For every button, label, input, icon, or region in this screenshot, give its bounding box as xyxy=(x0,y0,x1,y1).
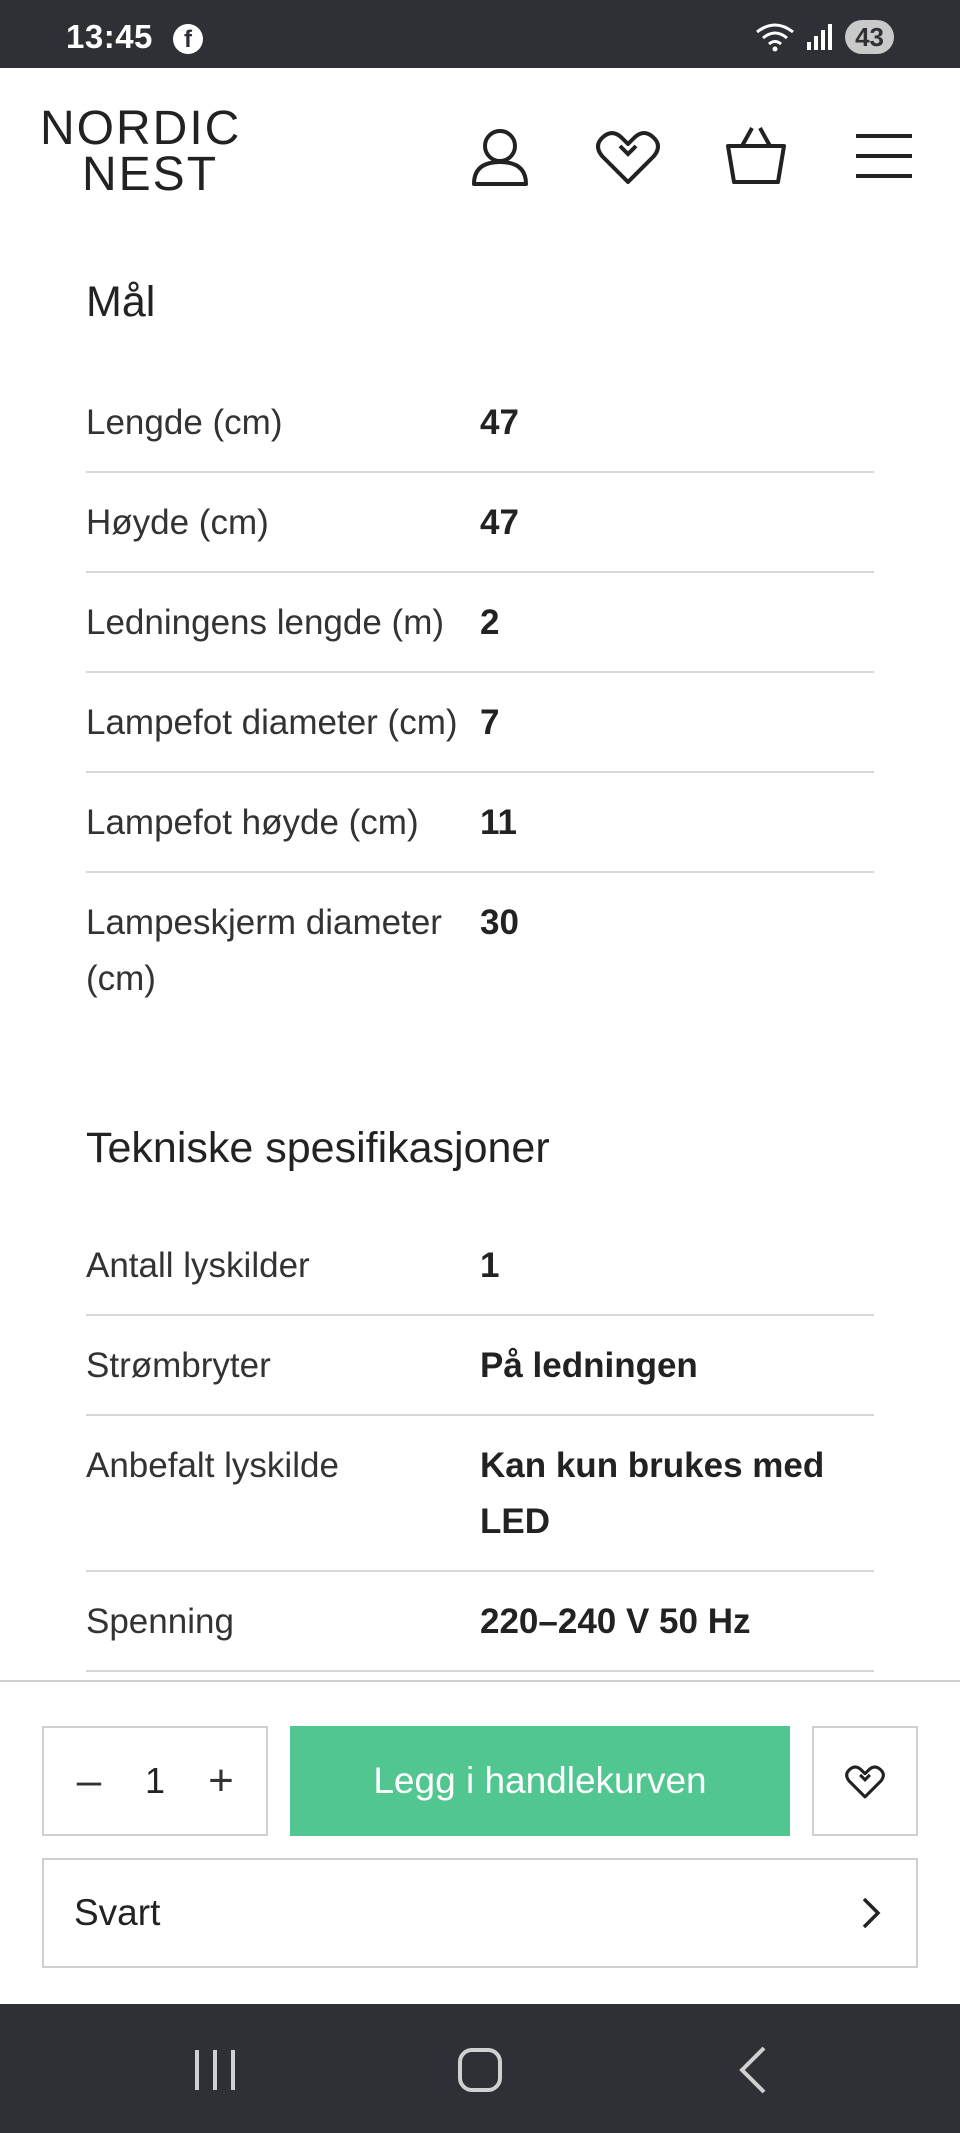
signal-icon xyxy=(805,22,835,52)
dimensions-title: Mål xyxy=(86,278,156,326)
status-icons xyxy=(755,20,894,54)
cart-icon[interactable] xyxy=(720,120,792,192)
spec-value: 220–240 V 50 Hz xyxy=(480,1602,751,1641)
quantity-stepper xyxy=(42,1726,268,1836)
increase-quantity-button[interactable]: + xyxy=(208,1756,234,1805)
spec-label: Strømbryter xyxy=(86,1346,271,1385)
spec-label: Ledningens lengde (m) xyxy=(86,603,445,642)
spec-value: 7 xyxy=(480,703,500,742)
recent-apps-icon[interactable] xyxy=(183,2038,247,2102)
account-icon[interactable] xyxy=(464,120,536,192)
variant-selector[interactable] xyxy=(42,1858,918,1968)
quantity-value[interactable]: 1 xyxy=(144,1760,166,1801)
spec-value: 11 xyxy=(480,803,517,842)
back-icon[interactable] xyxy=(722,2038,786,2102)
table-row xyxy=(86,673,874,773)
table-row xyxy=(86,1416,874,1572)
wifi-icon xyxy=(755,22,795,52)
battery-indicator: 43 xyxy=(845,20,894,54)
chevron-right-icon xyxy=(856,1893,886,1933)
spec-value: Kan kun brukes med LED xyxy=(480,1446,825,1541)
status-bar xyxy=(0,0,960,68)
spec-label: Høyde (cm) xyxy=(86,503,269,542)
decrease-quantity-button[interactable]: – xyxy=(76,1756,102,1805)
wishlist-icon[interactable] xyxy=(592,120,664,192)
spec-label: Lampefot diameter (cm) xyxy=(86,703,458,742)
menu-icon[interactable] xyxy=(848,120,920,192)
table-row xyxy=(86,773,874,873)
variant-label: Svart xyxy=(74,1892,161,1933)
nordic-nest-logo[interactable] xyxy=(40,102,242,201)
spec-label: Lampefot høyde (cm) xyxy=(86,803,419,842)
table-row xyxy=(86,373,874,473)
system-nav-bar xyxy=(0,2004,960,2133)
spec-value: 47 xyxy=(480,503,519,542)
spec-label: Anbefalt lyskilde xyxy=(86,1446,339,1485)
table-row xyxy=(86,1216,874,1316)
site-header xyxy=(0,68,960,238)
spec-value: 47 xyxy=(480,403,519,442)
technical-title: Tekniske spesifikasjoner xyxy=(86,1124,550,1172)
table-row xyxy=(86,573,874,673)
purchase-bar xyxy=(0,1680,960,2004)
spec-label: Antall lyskilder xyxy=(86,1246,310,1285)
spec-label: Spenning xyxy=(86,1602,234,1641)
spec-value: På ledningen xyxy=(480,1346,698,1385)
status-time: 13:45 xyxy=(66,18,153,55)
spec-label: Lampeskjerm diameter (cm) xyxy=(86,903,442,998)
home-icon[interactable] xyxy=(448,2038,512,2102)
table-row xyxy=(86,873,874,1027)
dimensions-table xyxy=(86,373,874,1027)
add-to-cart-button[interactable]: Legg i handlekurven xyxy=(290,1726,790,1836)
logo-line-2: NEST xyxy=(82,148,219,201)
table-row xyxy=(86,473,874,573)
wishlist-heart-icon xyxy=(843,1759,887,1803)
spec-value: 30 xyxy=(480,903,519,942)
logo-line-1: NORDIC xyxy=(40,102,242,155)
table-row xyxy=(86,1572,874,1672)
spec-value: 1 xyxy=(480,1246,500,1285)
table-row xyxy=(86,1316,874,1416)
facebook-icon: f xyxy=(173,24,203,54)
spec-label: Lengde (cm) xyxy=(86,403,283,442)
add-to-wishlist-button[interactable] xyxy=(812,1726,918,1836)
spec-value: 2 xyxy=(480,603,500,642)
